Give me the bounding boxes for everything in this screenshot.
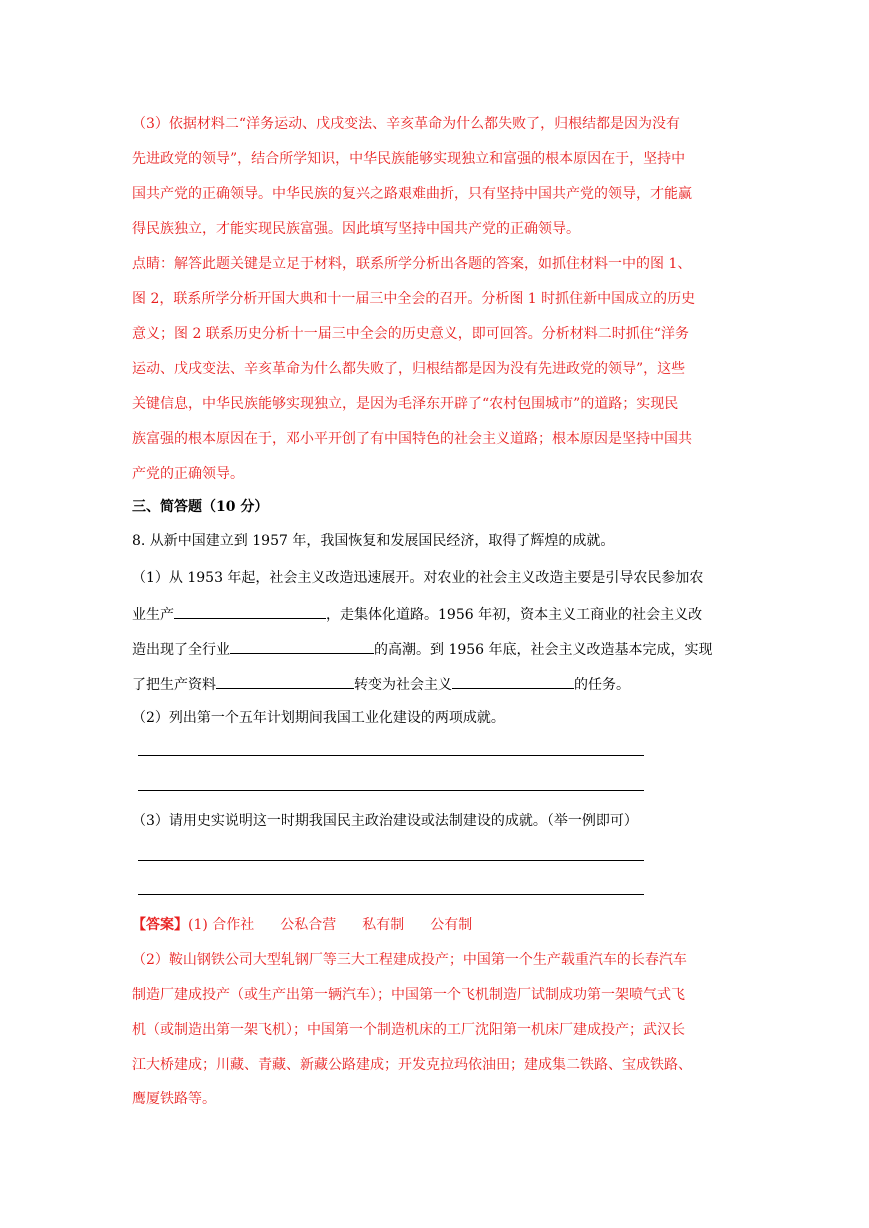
answer-part2-line: 江大桥建成；川藏、青藏、新藏公路建成；开发克拉玛依油田；建成集二铁路、宝成铁路、	[132, 1057, 692, 1073]
explanation-line: 族富强的根本原因在于，邓小平开创了有中国特色的社会主义道路；根本原因是坚持中国共	[132, 431, 692, 447]
explanation-line: 国共产党的正确领导。中华民族的复兴之路艰难曲折，只有坚持中国共产党的领导，才能赢	[132, 186, 692, 202]
question-part1-line	[132, 603, 702, 625]
answer-line[interactable]	[138, 860, 644, 861]
q1-text: 的高潮。到 1956 年底，社会主义改造基本完成，实现	[374, 642, 713, 658]
q1-text: 业生产	[132, 607, 174, 623]
explanation-line: 运动、戊戌变法、辛亥革命为什么都失败了，归根结都是因为没有先进政党的领导”，这些	[132, 361, 686, 377]
answer-blank[interactable]	[230, 638, 374, 654]
question-stem: 8. 从新中国建立到 1957 年，我国恢复和发展国民经济，取得了辉煌的成就。	[132, 533, 615, 549]
explanation-line: （3）依据材料二“洋务运动、戊戌变法、辛亥革命为什么都失败了，归根结都是因为没有	[132, 116, 681, 132]
q1-text: 转变为社会主义	[354, 677, 452, 693]
answer-part2-line: 制造厂建成投产（或生产出第一辆汽车）；中国第一个飞机制造厂试制成功第一架喷气式飞	[132, 987, 685, 1003]
answer-blank-value: 公有制	[430, 917, 473, 933]
answer-blank-value: 公私合营	[280, 917, 337, 933]
answer-label: 【答案】	[132, 917, 188, 933]
answer-blank[interactable]	[216, 673, 354, 689]
explanation-line: 点睛：解答此题关键是立足于材料，联系所学分析出各题的答案，如抓住材料一中的图 1、	[132, 256, 692, 272]
explanation-line: 意义；图 2 联系历史分析十一届三中全会的历史意义，即可回答。分析材料二时抓住“洋务	[132, 326, 689, 342]
answer-part1	[132, 915, 472, 935]
q1-text: 造出现了全行业	[132, 642, 230, 658]
explanation-line: 得民族独立，才能实现民族富强。因此填写坚持中国共产党的正确领导。	[132, 221, 580, 237]
answer-blank[interactable]	[452, 673, 574, 689]
q1-text: 的任务。	[574, 677, 630, 693]
answer-part2-line: （2）鞍山钢铁公司大型轧钢厂等三大工程建成投产；中国第一个生产载重汽车的长春汽车	[132, 952, 687, 968]
q1-text: ，走集体化道路。1956 年初，资本主义工商业的社会主义改	[326, 607, 703, 623]
answer-blank-value: 私有制	[362, 917, 405, 933]
explanation-line: 产党的正确领导。	[132, 466, 244, 482]
answer-part1-prefix: (1)	[188, 917, 208, 933]
question-part1-line	[132, 638, 713, 660]
section-heading: 三、简答题（10 分）	[132, 499, 269, 515]
question-part2: （2）列出第一个五年计划期间我国工业化建设的两项成就。	[132, 710, 505, 726]
question-part1-line	[132, 673, 630, 695]
question-part1-line: （1）从 1953 年起，社会主义改造迅速展开。对农业的社会主义改造主要是引导农民参加农	[132, 570, 704, 586]
answer-line[interactable]	[138, 755, 644, 756]
explanation-line: 关键信息，中华民族能够实现独立，是因为毛泽东开辟了“农村包围城市”的道路；实现民	[132, 396, 679, 412]
q1-text: 了把生产资料	[132, 677, 216, 693]
explanation-line: 先进政党的领导”，结合所学知识，中华民族能够实现独立和富强的根本原因在于，坚持中	[132, 151, 686, 167]
answer-line[interactable]	[138, 790, 644, 791]
explanation-line: 图 2，联系所学分析开国大典和十一届三中全会的召开。分析图 1 时抓住新中国成立的历史	[132, 291, 696, 307]
answer-blank-value: 合作社	[212, 917, 255, 933]
answer-blank[interactable]	[174, 603, 326, 619]
answer-line[interactable]	[138, 894, 644, 895]
question-part3: （3）请用史实说明这一时期我国民主政治建设或法制建设的成就。（举一例即可）	[132, 813, 638, 829]
answer-part2-line: 鹰厦铁路等。	[132, 1091, 216, 1107]
answer-part2-line: 机（或制造出第一架飞机）；中国第一个制造机床的工厂沈阳第一机床厂建成投产；武汉长	[132, 1022, 685, 1038]
